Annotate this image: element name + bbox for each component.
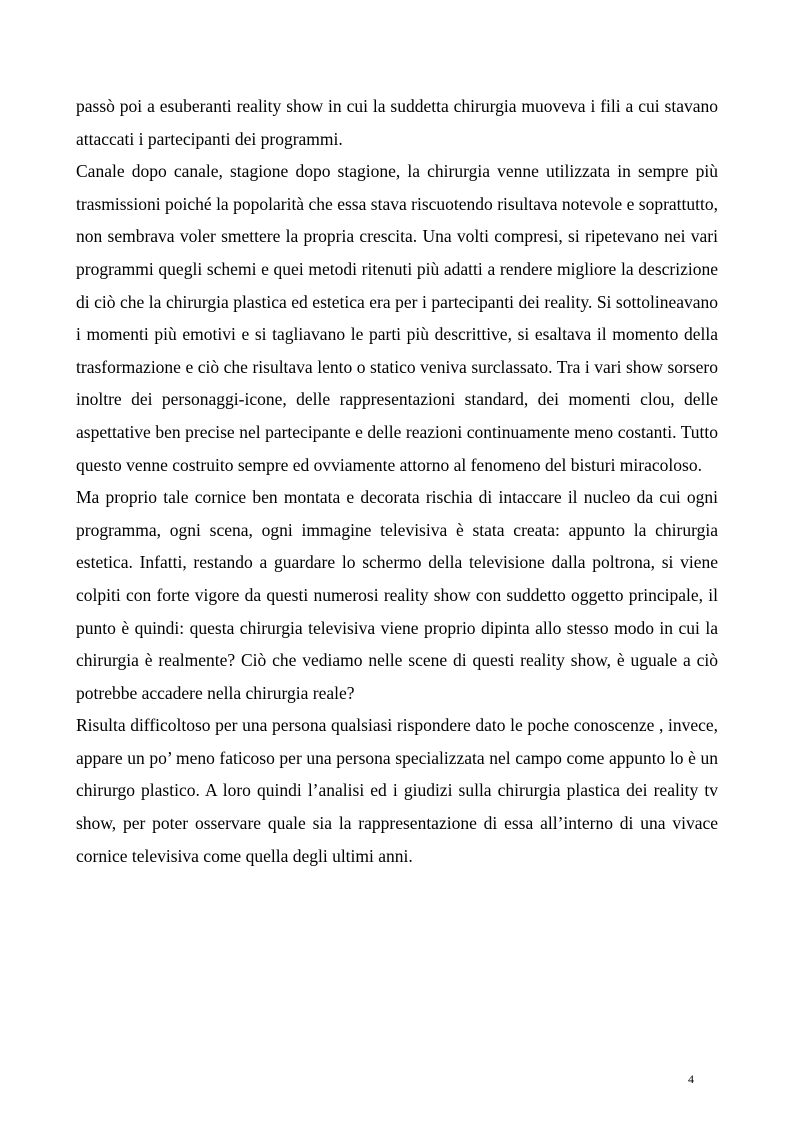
paragraph-conclusione: Risulta difficoltoso per una persona qualsiasi rispondere dato le poche conoscenze , invece, appare un po’ meno faticoso per una persona specializzata nel campo come appunto lo è un chirurgo plastico. A loro quindi l’analisi ed i giudizi sulla chirurgia plastica dei reality tv show, per poter osservare quale sia la rappresentazione di essa all’interno di una vivace cornice televisiva come quella degli ultimi anni. bbox=[76, 715, 718, 866]
page-number: 4 bbox=[688, 1072, 694, 1086]
paragraph-continuation: passò poi a esuberanti reality show in cui la suddetta chirurgia muoveva i fili a cui stavano attaccati i partecipanti dei programmi. bbox=[76, 96, 718, 149]
document-body bbox=[76, 90, 718, 872]
paragraph-canale: Canale dopo canale, stagione dopo stagione, la chirurgia venne utilizzata in sempre più trasmissioni poiché la popolarità che essa stava riscuotendo risultava notevole e soprattutto, non sembrava voler smettere la propria crescita. Una volti compresi, si ripetevano nei vari programmi quegli schemi e quei metodi ritenuti più adatti a rendere migliore la descrizione di ciò che la chirurgia plastica ed estetica era per i partecipanti dei reality. Si sottolineavano i momenti più emotivi e si tagliavano le parti più descrittive, si esaltava il momento della trasformazione e ciò che risultava lento o statico veniva surclassato. Tra i vari show sorsero inoltre dei personaggi-icone, delle rappresentazioni standard, dei momenti clou, delle aspettative ben precise nel partecipante e delle reazioni continuamente meno costanti. Tutto questo venne costruito sempre ed ovviamente attorno al fenomeno del bisturi miracoloso. bbox=[76, 161, 718, 475]
paragraph-cornice: Ma proprio tale cornice ben montata e decorata rischia di intaccare il nucleo da cui ogni programma, ogni scena, ogni immagine televisiva è stata creata: appunto la chirurgia estetica. Infatti, restando a guardare lo schermo della televisione dalla poltrona, si viene colpiti con forte vigore da questi numerosi reality show con suddetto oggetto principale, il punto è quindi: questa chirurgia televisiva viene proprio dipinta allo stesso modo in cui la chirurgia è realmente? Ciò che vediamo nelle scene di questi reality show, è uguale a ciò potrebbe accadere nella chirurgia reale? bbox=[76, 487, 718, 703]
